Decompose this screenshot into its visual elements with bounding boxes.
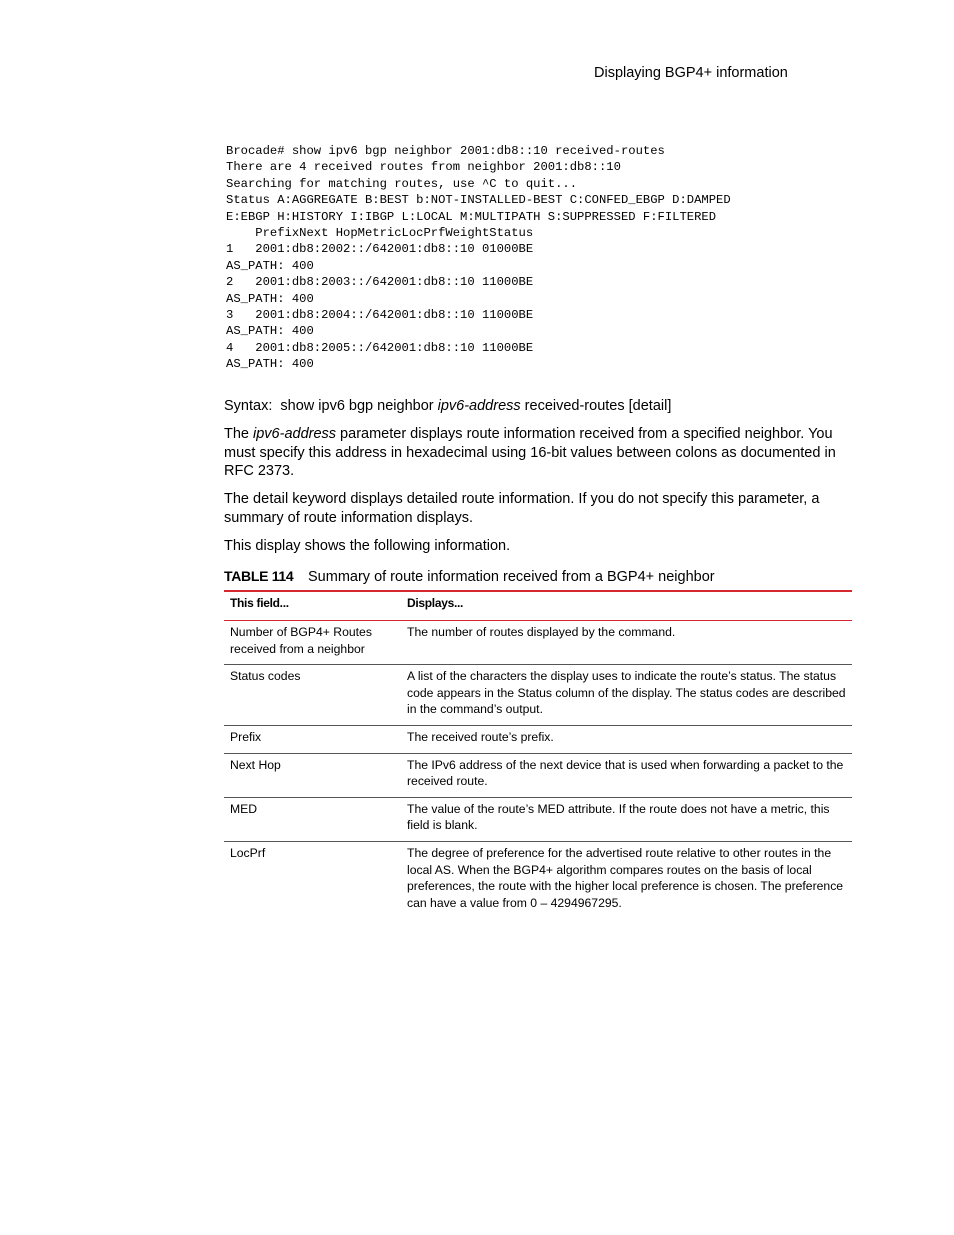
column-header-field: This field... xyxy=(224,591,401,621)
column-header-displays: Displays... xyxy=(401,591,852,621)
code-line: 2 2001:db8:2003::/642001:db8::10 11000BE xyxy=(226,275,534,290)
display-intro: This display shows the following information. xyxy=(224,538,511,554)
field-cell: Prefix xyxy=(224,725,401,753)
description-cell: A list of the characters the display uses to indicate the route’s status. The status code appears in the Status column of the display. The status codes are described in the command’s output. xyxy=(401,665,852,726)
table-row xyxy=(224,753,852,797)
text: The xyxy=(224,426,254,442)
table-row xyxy=(224,797,852,841)
summary-table xyxy=(224,590,852,918)
table-row xyxy=(224,621,852,665)
syntax-command: show ipv6 bgp neighbor xyxy=(280,398,434,414)
description-cell: The IPv6 address of the next device that is used when forwarding a packet to the received route. xyxy=(401,753,852,797)
description-cell: The number of routes displayed by the command. xyxy=(401,621,852,665)
code-line: There are 4 received routes from neighbor 2001:db8::10 xyxy=(226,160,621,175)
code-line: AS_PATH: 400 xyxy=(226,258,314,273)
code-line: 3 2001:db8:2004::/642001:db8::10 11000BE xyxy=(226,308,534,323)
field-cell: Next Hop xyxy=(224,753,401,797)
code-line: 4 2001:db8:2005::/642001:db8::10 11000BE xyxy=(226,340,534,355)
field-cell: MED xyxy=(224,797,401,841)
syntax-label: Syntax: xyxy=(224,398,273,414)
code-line: Status A:AGGREGATE B:BEST b:NOT-INSTALLED-BEST C:CONFED_EBGP D:DAMPED xyxy=(226,193,731,208)
code-line: PrefixNext HopMetricLocPrfWeightStatus xyxy=(226,226,534,241)
table-row xyxy=(224,725,852,753)
syntax-line xyxy=(224,398,671,414)
field-cell: Status codes xyxy=(224,665,401,726)
table-row xyxy=(224,841,852,918)
code-line: AS_PATH: 400 xyxy=(226,324,314,339)
text: The xyxy=(224,491,254,507)
field-cell: LocPrf xyxy=(230,845,266,860)
text: parameter displays route information received from a specified neighbor. You must specify this address in hexadecimal using 16-bit values between colons as documented in RFC 2373. xyxy=(224,426,836,480)
code-line: Brocade# show ipv6 bgp neighbor 2001:db8::10 received-routes xyxy=(226,144,665,158)
table-caption xyxy=(224,568,715,585)
keyword-description xyxy=(224,490,854,527)
table-number: TABLE 114 xyxy=(224,568,294,584)
table-header-row xyxy=(224,591,852,621)
param-name: ipv6-address xyxy=(253,426,337,442)
code-line: 1 2001:db8:2002::/642001:db8::10 01000BE xyxy=(226,242,534,257)
table-title: Summary of route information received from a BGP4+ neighbor xyxy=(308,569,715,585)
page-header-title: Displaying BGP4+ information xyxy=(594,65,788,81)
code-line: AS_PATH: 400 xyxy=(226,291,314,306)
command-output xyxy=(226,143,731,373)
param-description xyxy=(224,425,854,481)
code-line: E:EBGP H:HISTORY I:IBGP L:LOCAL M:MULTIPATH S:SUPPRESSED F:FILTERED xyxy=(226,209,717,224)
description-cell: The degree of preference for the advertised route relative to other routes in the local AS. When the BGP4+ algorithm compares routes on the basis of local preferences, the route with the higher local preference is chosen. The preference can have a value from 0 – 4294967295. xyxy=(407,845,844,910)
syntax-suffix: received-routes [detail] xyxy=(524,398,672,414)
syntax-param: ipv6-address xyxy=(437,398,521,414)
code-line: AS_PATH: 400 xyxy=(226,357,314,372)
table-row xyxy=(224,665,852,726)
keyword-name: detail xyxy=(253,491,289,507)
code-line: Searching for matching routes, use ^C to quit... xyxy=(226,176,578,191)
description-cell: The received route’s prefix. xyxy=(401,725,852,753)
field-cell: Number of BGP4+ Routes received from a neighbor xyxy=(224,621,401,665)
description-cell: The value of the route’s MED attribute. If the route does not have a metric, this field is blank. xyxy=(401,797,852,841)
text: keyword displays detailed route information. If you do not specify this parameter, a summary of route information displays. xyxy=(224,491,820,526)
